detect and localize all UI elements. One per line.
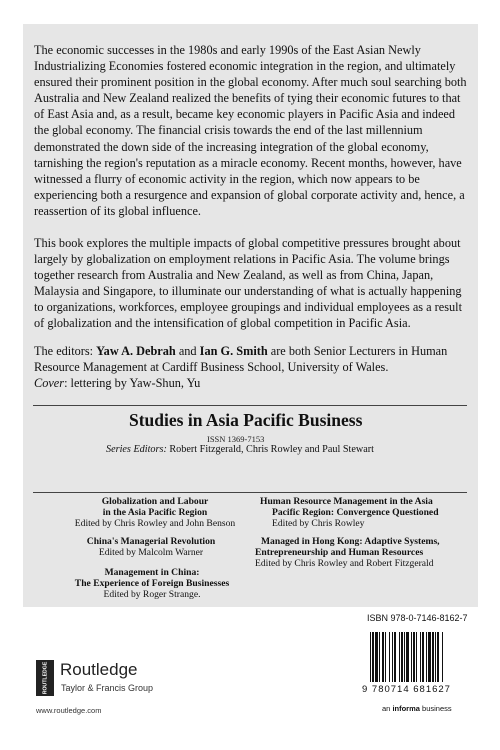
barcode-bar	[399, 632, 400, 682]
barcode-digits: 9 780714 681627	[362, 684, 451, 695]
description-paragraph-1: The economic successes in the 1980s and early 1990s of the East Asian Newly Industrializing Economies fostered economic integration in the region, and ultimately ensured their prominent position in the global economy. After much soul searching both Australia and New Zealand realized the benefits of tying their economic futures to that of East Asia and, as a result, became key economic players in Pacific Asia and indeed the global economy. The financial crisis towards the end of the last millennium demonstrated the down side of the increasing integration of the global economy, tarnishing the region's reputation as a miracle economy. Recent months, however, have witnessed a flurry of economic activity in the region, which now appears to be experiencing both a resurgence and expansion of global corporate activity and, hence, a reassertion of its global influence.	[34, 43, 467, 218]
cover-credit	[34, 375, 474, 391]
book-title-line: Managed in Hong Kong: Adaptive Systems,	[261, 536, 440, 547]
book-title-line: China's Managerial Revolution	[86, 536, 216, 547]
informa-brand: informa	[392, 704, 420, 713]
editors-and: and	[178, 344, 197, 358]
barcode-bar	[426, 632, 427, 682]
barcode-bar	[422, 632, 424, 682]
series-bottom-rule	[33, 492, 467, 493]
editors-note	[34, 343, 474, 375]
logo-mark-text: ROUTLEDGE	[42, 661, 49, 695]
series-top-rule	[33, 405, 467, 406]
book-byline: Edited by Chris Rowley and Robert Fitzgerald	[255, 558, 434, 569]
book-title-line: Globalization and Labour	[101, 496, 209, 507]
barcode-bar	[416, 632, 417, 682]
barcode-bar	[401, 632, 403, 682]
barcode-bar	[370, 632, 371, 682]
editors-prefix: The editors:	[34, 344, 94, 358]
publisher-website: www.routledge.com	[36, 706, 102, 715]
book-byline: Edited by Chris Rowley	[272, 518, 365, 529]
barcode-bar	[389, 632, 390, 682]
back-cover-panel	[23, 24, 478, 607]
barcode-bar	[435, 632, 436, 682]
barcode-bar	[411, 632, 412, 682]
informa-suffix: business	[422, 704, 452, 713]
book-title-line: Entrepreneurship and Human Resources	[255, 547, 424, 558]
series-editors-label: Series Editors:	[106, 444, 167, 455]
editor-name-1: Yaw A. Debrah	[96, 344, 176, 358]
book-title-line: Human Resource Management in the Asia	[260, 496, 433, 507]
book-title-line: Pacific Region: Convergence Questioned	[272, 507, 439, 518]
barcode-bar	[420, 632, 421, 682]
editor-name-2: Ian G. Smith	[199, 344, 268, 358]
book-byline: Edited by Chris Rowley and John Benson	[74, 518, 236, 529]
barcode-bar	[394, 632, 396, 682]
cover-text: : lettering by Yaw-Shun, Yu	[64, 376, 201, 390]
series-title: Studies in Asia Pacific Business	[129, 410, 363, 430]
barcode-bar	[432, 632, 434, 682]
series-book-5	[255, 536, 440, 569]
barcode-bar	[442, 632, 443, 682]
publisher-name: Routledge	[60, 660, 138, 679]
series-book-4	[260, 496, 439, 529]
isbn-text: ISBN 978-0-7146-8162-7	[367, 613, 468, 623]
book-title-line: in the Asia Pacific Region	[102, 507, 208, 518]
series-book-2	[53, 536, 249, 558]
book-title-line: The Experience of Foreign Businesses	[74, 578, 230, 589]
barcode-bar	[413, 632, 415, 682]
book-title-line: Management in China:	[104, 567, 200, 578]
book-byline: Edited by Malcolm Warner	[98, 547, 204, 558]
publisher-group: Taylor & Francis Group	[61, 683, 154, 693]
barcode-bar	[404, 632, 405, 682]
informa-prefix: an	[382, 704, 391, 713]
barcode-bar	[392, 632, 393, 682]
informa-tagline	[382, 704, 452, 713]
barcode-bar	[379, 632, 380, 682]
barcode-bar	[375, 632, 378, 682]
barcode-bar	[428, 632, 431, 682]
description-paragraph-2: This book explores the multiple impacts of global competitive pressures brought about largely by globalization on employment relations in Pacific Asia. The volume brings together research from Australia and New Zealand, as well as from China, Japan, Malaysia and Singapore, to illuminate our understanding of what is actually happening to organizations, workforces, employee groupings and individual employees as a result of globalization and the intensification of global competition in Pacific Asia.	[34, 236, 463, 331]
book-byline: Edited by Roger Strange.	[103, 589, 201, 600]
series-issn: ISSN 1369-7153	[207, 434, 265, 444]
barcode-bar	[385, 632, 386, 682]
series-editors-names: Robert Fitzgerald, Chris Rowley and Paul Stewart	[169, 444, 374, 455]
editors-suffix: are both Senior Lecturers in Human Resource Management at Cardiff Business School, University of Wales.	[34, 344, 448, 375]
barcode-image	[364, 632, 476, 688]
cover-label: Cover	[34, 376, 65, 390]
series-book-1	[57, 496, 253, 529]
routledge-logo-icon	[36, 660, 54, 696]
barcode-bar	[406, 632, 409, 682]
series-book-3	[54, 567, 250, 600]
barcode-bar	[372, 632, 374, 682]
barcode-bar	[437, 632, 439, 682]
series-editors	[106, 444, 374, 455]
barcode-bar	[382, 632, 384, 682]
